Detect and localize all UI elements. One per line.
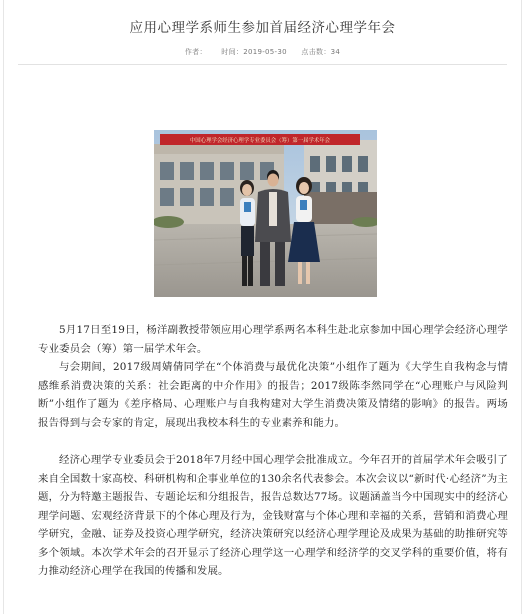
article-meta bbox=[0, 47, 525, 57]
page-border-right bbox=[521, 0, 522, 614]
title-divider bbox=[18, 64, 507, 65]
article-paragraph-1: 5月17日至19日，杨洋副教授带领应用心理学系两名本科生赴北京参加中国心理学会经济心理学专业委员会（筹）第一届学术年会。 bbox=[38, 324, 508, 355]
page-border-left bbox=[3, 0, 4, 614]
photo-banner-text: 中国心理学会经济心理学专业委员会（筹）第一届学术年会 bbox=[189, 138, 331, 144]
article-paragraph-2: 与会期间，2017级周婧倩同学在“个体消费与最优化决策”小组作了题为《大学生自我构念与情感维系消费决策的关系：社会距离的中介作用》的报告；2017级陈李然同学在“心理账户与风险判断”小组作了题为《差序格局、心理账户与自我构建对大学生消费决策及情绪的影响》的报告。两场报告得到与会专家的肯定，展现出我校本科生的专业素养和能力。 bbox=[38, 361, 508, 429]
article-photo bbox=[154, 130, 377, 297]
article-paragraph-3: 经济心理学专业委员会于2018年7月经中国心理学会批准成立。今年召开的首届学术年会吸引了来自全国数十家高校、科研机构和企事业单位的130余名代表参会。本次会议以“新时代·心经济”为主题，分为特邀主题报告、专题论坛和分组报告，报告总数达77场。议题涵盖当今中国现实中的经济心理学问题、宏观经济背景下的个体心理及行为，金钱财富与个体心理和幸福的关系，营销和消费心理学研究，金融、证券及投资心理学研究，经济决策研究以经济心理学理论及成果为基础的助推研究等多个领域。本次学术年会的召开显示了经济心理学这一心理学和经济学的交叉学科的重要价值，将有力推动经济心理学在我国的传播和发展。 bbox=[38, 454, 508, 577]
meta-views: 点击数：34 bbox=[301, 48, 341, 56]
meta-time: 时间：2019-05-30 bbox=[221, 48, 287, 56]
meta-author: 作者： bbox=[184, 48, 207, 56]
article-title: 应用心理学系师生参加首届经济心理学年会 bbox=[129, 20, 396, 36]
